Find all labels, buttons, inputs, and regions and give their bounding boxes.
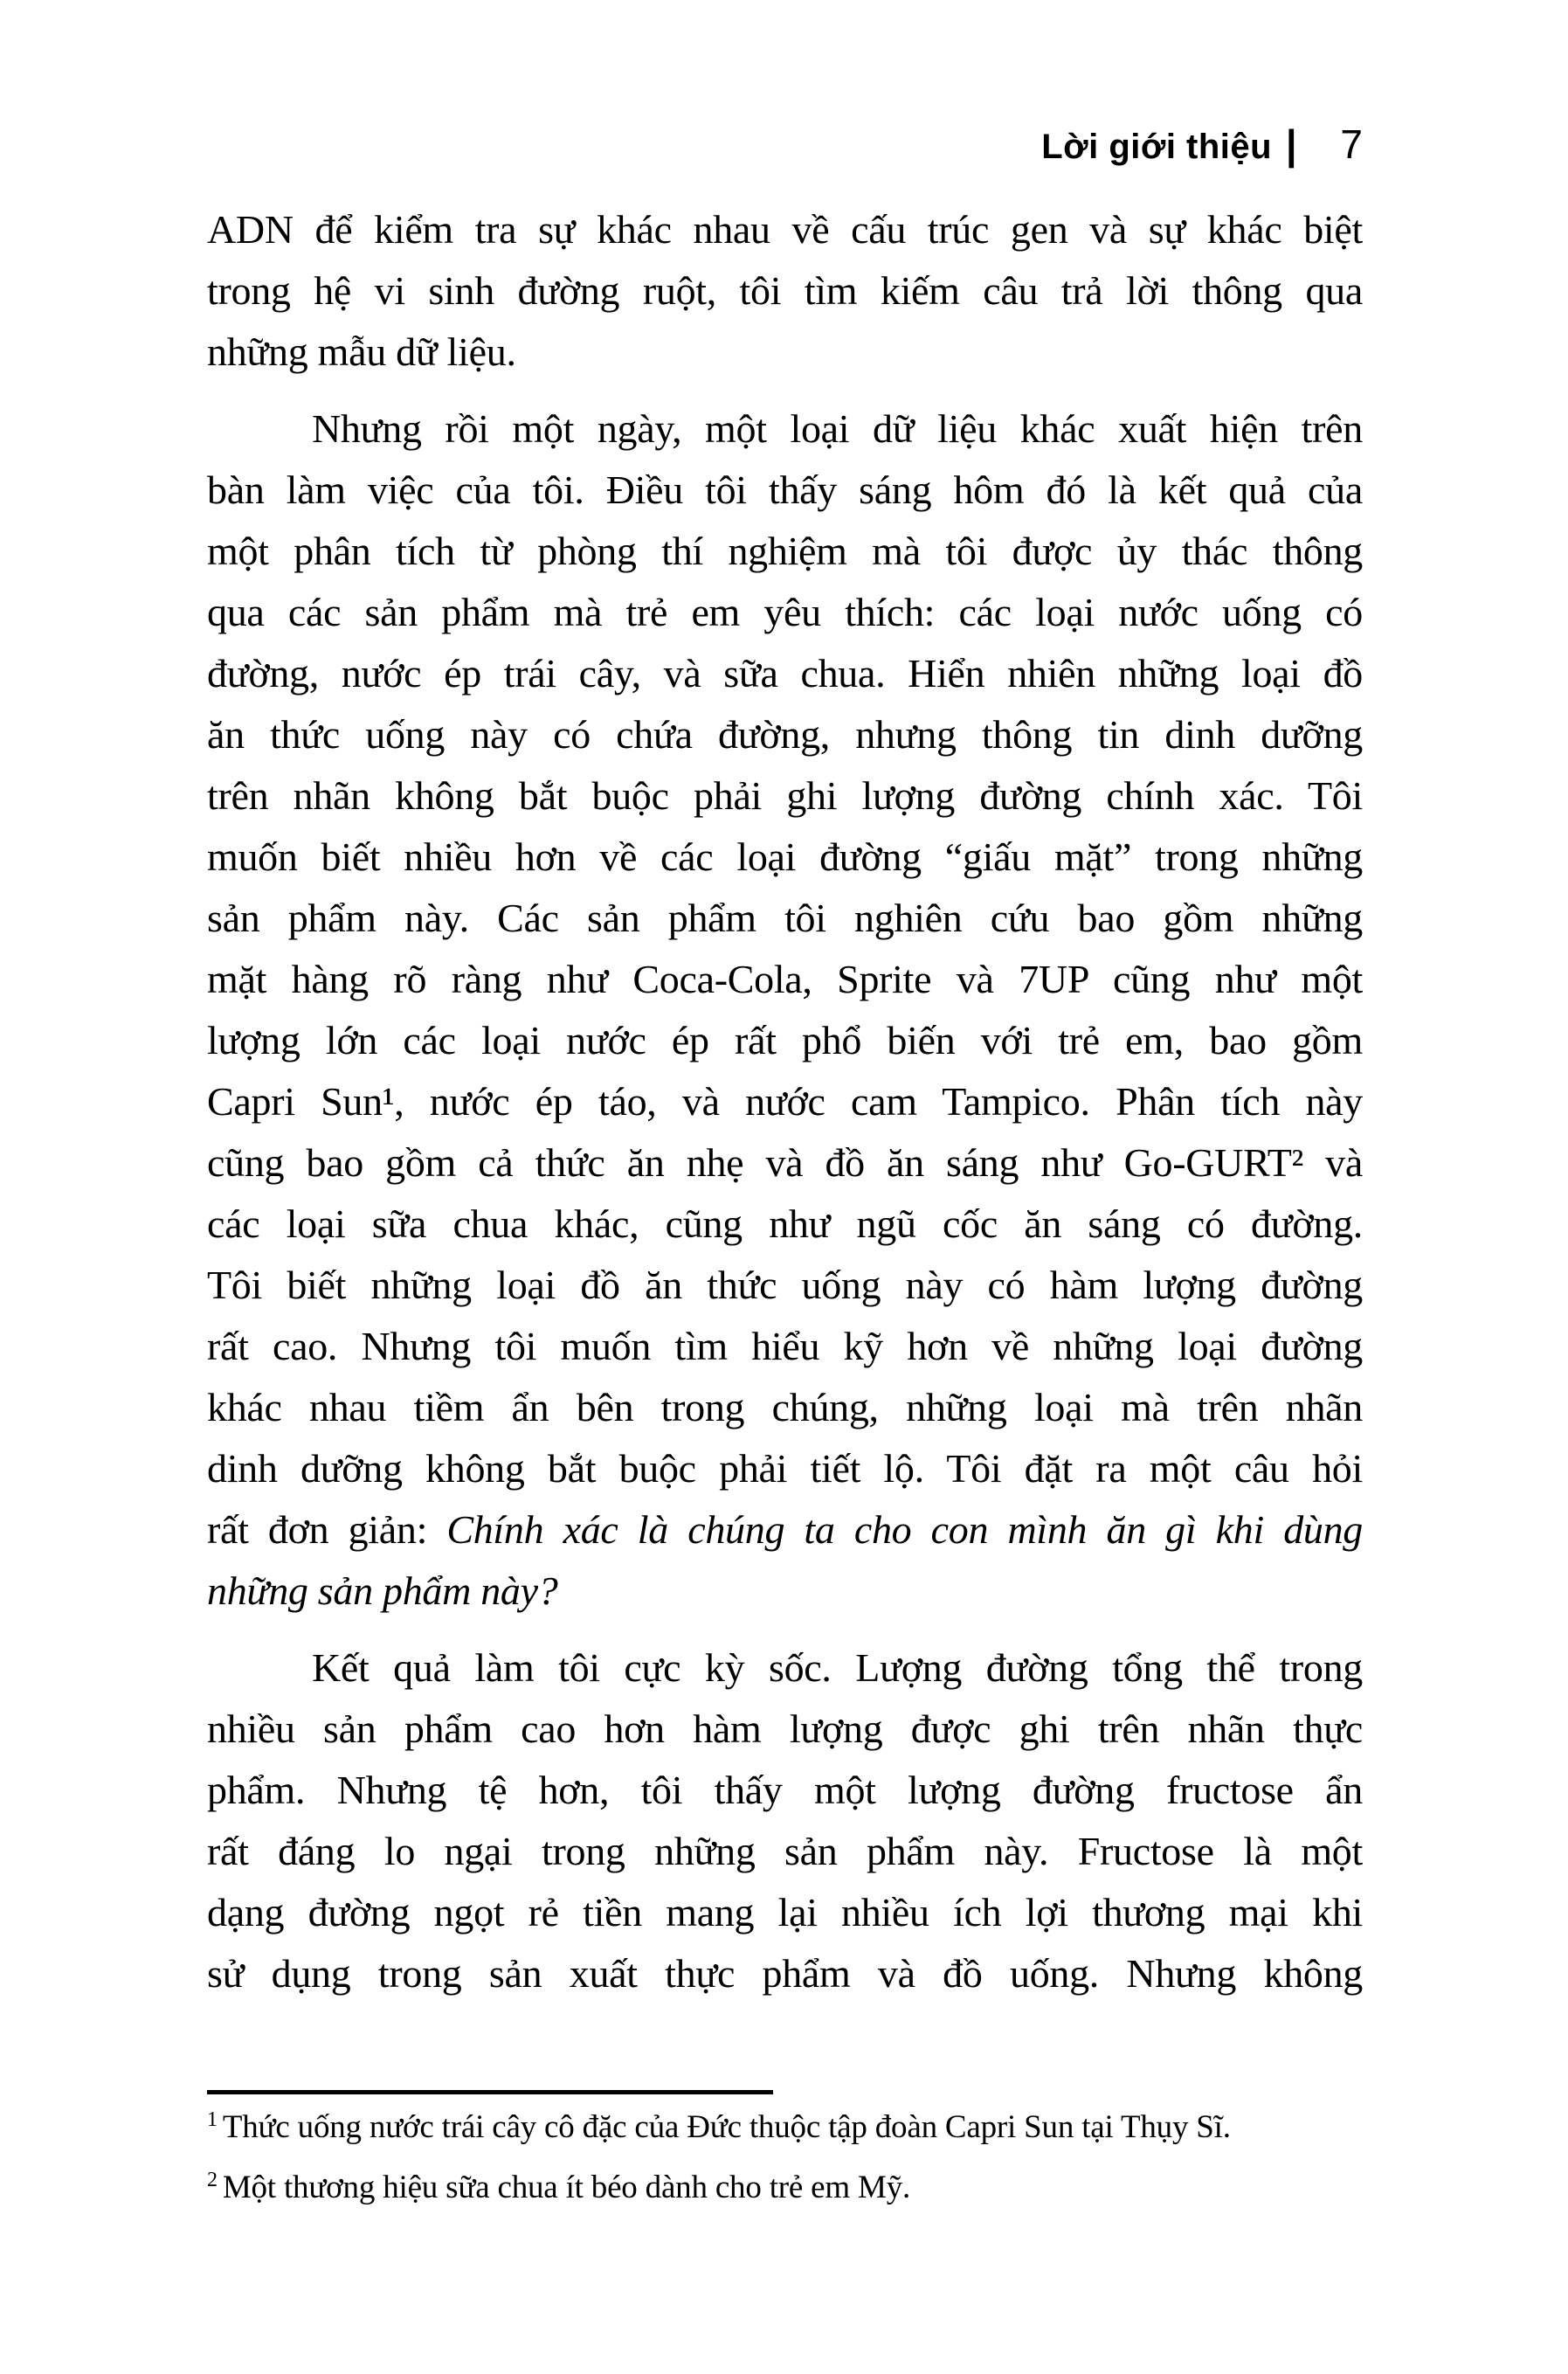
text-line: sản phẩm này. Các sản phẩm tôi nghiên cứu bao gồm những [207, 896, 1363, 940]
paragraph-1 [207, 199, 1363, 383]
text-line: trên nhãn không bắt buộc phải ghi lượng đường chính xác. Tôi [207, 773, 1363, 818]
section-title: Lời giới thiệu [1041, 128, 1273, 166]
text-line: rất cao. Nhưng tôi muốn tìm hiểu kỹ hơn về những loại đường [207, 1324, 1363, 1368]
page-number: 7 [1340, 121, 1363, 167]
text-line: sử dụng trong sản xuất thực phẩm và đồ uống. Nhưng không [207, 1951, 1363, 1996]
paragraph-3 [207, 1637, 1363, 2004]
text-line: trong hệ vi sinh đường ruột, tôi tìm kiếm câu trả lời thông qua [207, 268, 1363, 313]
text-line: rất đáng lo ngại trong những sản phẩm này. Fructose là một [207, 1829, 1363, 1873]
question-end-italic: những sản phẩm này? [207, 1568, 558, 1613]
question-italic: Chính xác là chúng ta cho con mình ăn gì khi dùng [446, 1507, 1364, 1552]
footnote-separator-rule [207, 2090, 773, 2094]
text-line: Capri Sun¹, nước ép táo, và nước cam Tampico. Phân tích này [207, 1079, 1363, 1124]
text-line: mặt hàng rõ ràng như Coca-Cola, Sprite và 7UP cũng như một [207, 957, 1363, 1001]
text-line: nhiều sản phẩm cao hơn hàm lượng được ghi trên nhãn thực [207, 1706, 1363, 1751]
footnote-1 [207, 2097, 1363, 2157]
text-line: ADN để kiểm tra sự khác nhau về cấu trúc gen và sự khác biệt [207, 207, 1363, 252]
text-line: dinh dưỡng không bắt buộc phải tiết lộ. Tôi đặt ra một câu hỏi [207, 1446, 1363, 1491]
footnote-1-text: Thức uống nước trái cây cô đặc của Đức thuộc tập đoàn Capri Sun tại Thụy Sĩ. [222, 2109, 1231, 2145]
text-line: phẩm. Nhưng tệ hơn, tôi thấy một lượng đường fructose ẩn [207, 1768, 1363, 1812]
text-line: đường, nước ép trái cây, và sữa chua. Hiển nhiên những loại đồ [207, 651, 1363, 696]
header-divider-bar: | [1286, 122, 1297, 169]
text-line [207, 1561, 1363, 1622]
text-line: Nhưng rồi một ngày, một loại dữ liệu khác xuất hiện trên [312, 406, 1363, 451]
question-intro: rất đơn giản: [207, 1507, 447, 1552]
text-line: những mẫu dữ liệu. [207, 329, 516, 374]
text-line: muốn biết nhiều hơn về các loại đường “giấu mặt” trong những [207, 834, 1363, 879]
text-line: dạng đường ngọt rẻ tiền mang lại nhiều ích lợi thương mại khi [207, 1890, 1363, 1934]
footnote-1-marker: 1 [207, 2108, 218, 2131]
footnote-2 [207, 2157, 1363, 2218]
text-line: bàn làm việc của tôi. Điều tôi thấy sáng hôm đó là kết quả của [207, 467, 1363, 512]
body-text [207, 199, 1363, 2004]
text-line: ăn thức uống này có chứa đường, nhưng thông tin dinh dưỡng [207, 712, 1363, 757]
running-header [1041, 121, 1363, 168]
text-line: các loại sữa chua khác, cũng như ngũ cốc ăn sáng có đường. [207, 1201, 1363, 1246]
text-line: khác nhau tiềm ẩn bên trong chúng, những loại mà trên nhãn [207, 1385, 1363, 1429]
footnotes [207, 2097, 1363, 2218]
footnote-2-marker: 2 [207, 2168, 218, 2191]
paragraph-2 [207, 398, 1363, 1622]
text-line-mixed [207, 1499, 1363, 1561]
footnote-2-text: Một thương hiệu sữa chua ít béo dành cho trẻ em Mỹ. [222, 2170, 911, 2205]
text-line: một phân tích từ phòng thí nghiệm mà tôi được ủy thác thông [207, 529, 1363, 573]
text-line: Tôi biết những loại đồ ăn thức uống này có hàm lượng đường [207, 1263, 1363, 1307]
text-line: qua các sản phẩm mà trẻ em yêu thích: các loại nước uống có [207, 590, 1363, 634]
text-line: cũng bao gồm cả thức ăn nhẹ và đồ ăn sáng như Go-GURT² và [207, 1140, 1363, 1185]
text-line: lượng lớn các loại nước ép rất phổ biến với trẻ em, bao gồm [207, 1018, 1363, 1062]
text-line: Kết quả làm tôi cực kỳ sốc. Lượng đường tổng thể trong [312, 1645, 1363, 1690]
